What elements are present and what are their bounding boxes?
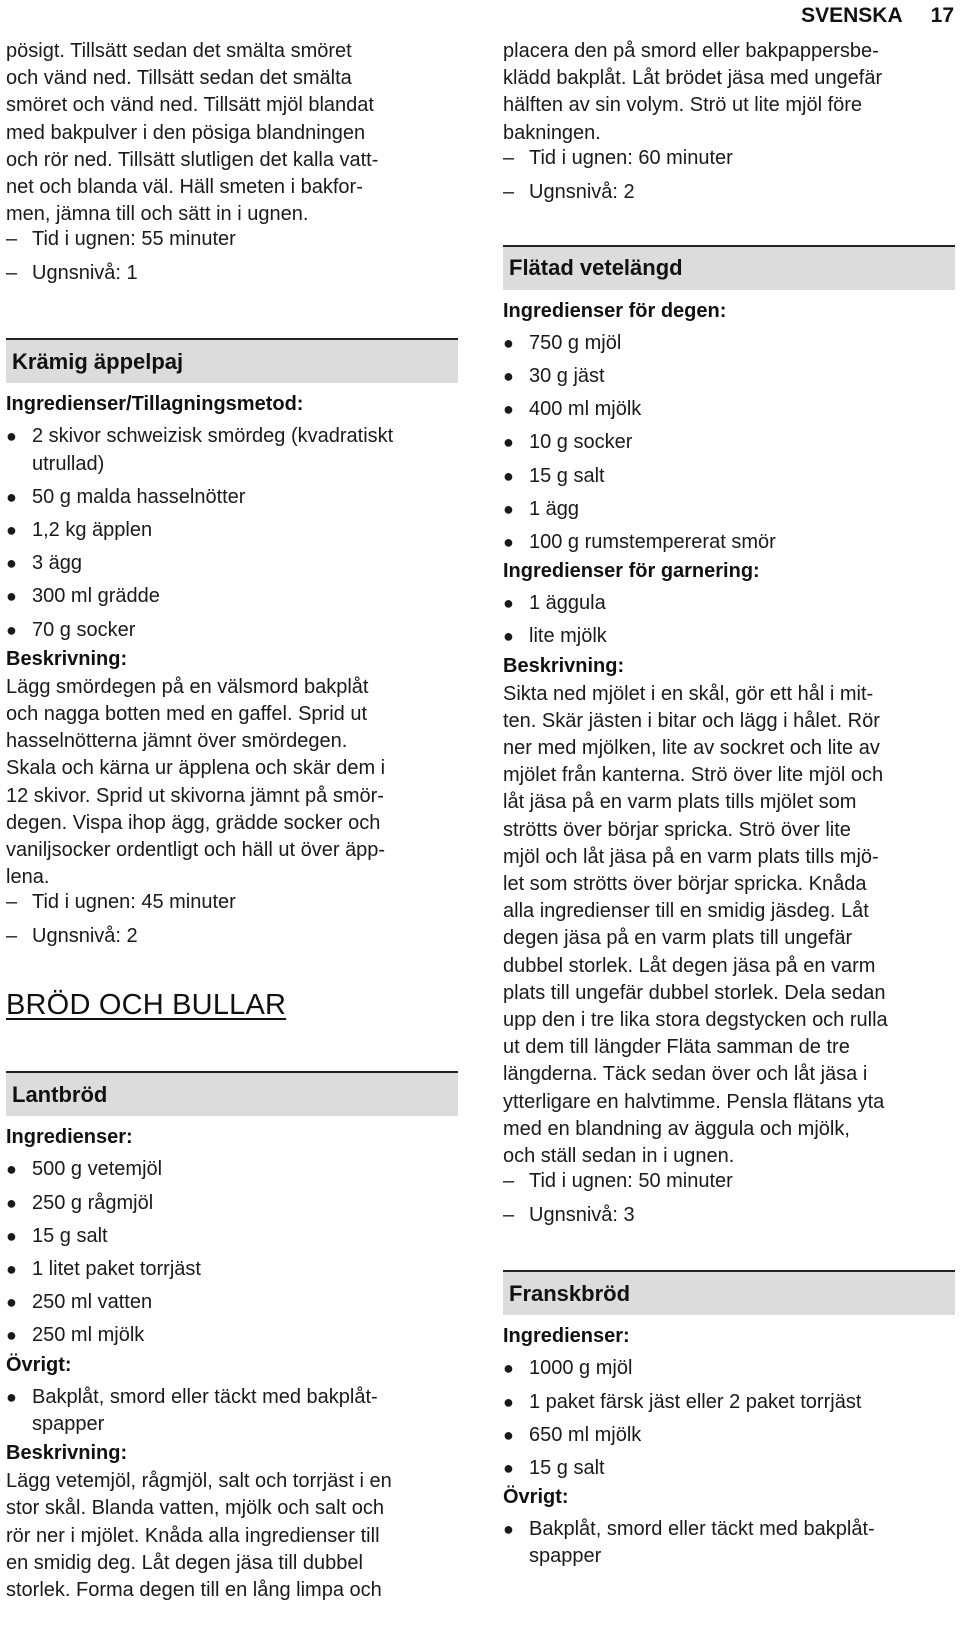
description-label: Beskrivning:: [6, 647, 128, 670]
list-item: ● 1 äggula: [503, 592, 606, 615]
list-item: ● 3 ägg: [6, 552, 83, 575]
oven-level: – Ugnsnivå: 2: [503, 180, 635, 203]
ingredient-list: [6, 1156, 458, 1349]
page-header: [801, 4, 954, 28]
description-label: Beskrivning:: [6, 1442, 128, 1465]
description-text: Lägg vetemjöl, rågmjöl, salt och torrjäst i en stor skål. Blanda vatten, mjölk och salt och rör ner i mjölet. Knåda alla ingredienser till en smidig deg. Låt degen jäsa till dubbel storlek. Forma degen till en lång limpa och: [6, 1470, 392, 1601]
list-item: ● 400 ml mjölk: [503, 398, 642, 421]
other-label: Övrigt:: [6, 1353, 72, 1376]
list-item: ● 1000 g mjöl: [503, 1357, 633, 1380]
section-title-vetelangd: Flätad vetelängd: [503, 245, 955, 290]
bake-time: – Tid i ugnen: 45 minuter: [6, 891, 236, 914]
list-item: ● 1 ägg: [503, 497, 580, 520]
page-number: 17: [930, 4, 954, 27]
list-item: ● 250 ml mjölk: [6, 1324, 145, 1347]
list-item: ● 500 g vetemjöl: [6, 1158, 163, 1181]
description-text: Sikta ned mjölet i en skål, gör ett hål i mit- ten. Skär jästen i bitar och lägg i hålet. Rör ner med mjölken, lite av sockret och lite av mjölet från kanterna. Strö över lite mjöl och låt jäsa på en varm plats tills mjölet som strötts över börjar spricka. Strö över lite mjöl och låt jäsa på en varm plats tills mjö- let som strötts över börjar spricka. Knåda alla ingredienser till en smidig jäsdeg. Låt degen jäsa på en varm plats till ungefär dubbel storlek. Låt degen jäsa på en varm plats till ungefär dubbel storlek. Dela sedan upp den i tre lika stora degstycken och rulla ut dem till längder Fläta samman de tre längderna. Täck sedan över och låt jäsa i ytterligare en halvtimme. Pensla flätans yta med en blandning av äggula och mjölk, och ställ sedan in i ugnen.: [503, 682, 888, 1168]
ingredient-list: [503, 330, 955, 556]
ingredients-label: Ingredienser/Tillagningsmetod:: [6, 393, 304, 416]
description-label: Beskrivning:: [503, 654, 625, 677]
intro-text: pösigt. Tillsätt sedan det smälta smöret och vänd ned. Tillsätt sedan det smälta smöret och vänd ned. Tillsätt mjöl blandat med bakpulver i den pösiga blandningen och rör ned. Tillsätt slutligen det kalla vatt- net och blanda väl. Häll smeten i bakfor- men, jämna till och sätt in i ugnen.: [6, 40, 379, 226]
list-item: ● lite mjölk: [503, 625, 607, 648]
list-item: ● 1 litet paket torrjäst: [6, 1258, 201, 1281]
list-item: ● 1 paket färsk jäst eller 2 paket torrjäst: [503, 1390, 862, 1413]
ingredient-list: [503, 1355, 955, 1482]
list-item: ● 300 ml grädde: [6, 585, 160, 608]
intro-level: – Ugnsnivå: 1: [6, 262, 138, 285]
list-item: ● 1,2 kg äpplen: [6, 519, 153, 542]
list-item: ● 650 ml mjölk: [503, 1423, 642, 1446]
right-column: [503, 38, 955, 1571]
left-column: [6, 38, 458, 1604]
ingredients-label: Ingredienser:: [503, 1325, 630, 1348]
list-item: ● 30 g jäst: [503, 365, 605, 388]
list-item: ● 2 skivor schweizisk smördeg (kvadratiskt utrullad): [6, 425, 394, 475]
list-item: ● 15 g salt: [6, 1224, 108, 1247]
bake-time: – Tid i ugnen: 60 minuter: [503, 146, 733, 169]
garnish-label: Ingredienser för garnering:: [503, 560, 760, 583]
list-item: ● 15 g salt: [503, 1456, 605, 1479]
ingredient-list: [6, 423, 458, 643]
list-item: ● Bakplåt, smord eller täckt med bakplåt- spapper: [503, 1518, 875, 1568]
list-item: ● Bakplåt, smord eller täckt med bakplåt- spapper: [6, 1385, 378, 1435]
list-item: ● 250 ml vatten: [6, 1291, 153, 1314]
other-label: Övrigt:: [503, 1486, 569, 1509]
section-title-lantbrod: Lantbröd: [6, 1071, 458, 1116]
ingredients-label: Ingredienser:: [6, 1126, 133, 1149]
list-item: ● 70 g socker: [6, 618, 136, 641]
list-item: ● 100 g rumstempererat smör: [503, 531, 776, 554]
ingredients-label: Ingredienser för degen:: [503, 299, 727, 322]
list-item: ● 10 g socker: [503, 431, 633, 454]
list-item: ● 250 g rågmjöl: [6, 1191, 154, 1214]
oven-level: – Ugnsnivå: 3: [503, 1204, 635, 1227]
description-text: Lägg smördegen på en välsmord bakplåt och nagga botten med en gaffel. Sprid ut hasselnötterna jämnt över smördegen. Skala och kärna ur äpplena och skär dem i 12 skivor. Sprid ut skivorna jämnt på smör- degen. Vispa ihop ägg, grädde socker och vaniljsocker ordentligt och häll ut över äpp- lena.: [6, 675, 386, 889]
continued-text: placera den på smord eller bakpappersbe- klädd bakplåt. Låt brödet jäsa med ungefär hälften av sin volym. Strö ut lite mjöl före bakningen.: [503, 40, 883, 144]
intro-time: – Tid i ugnen: 55 minuter: [6, 228, 236, 251]
other-list: [503, 1516, 955, 1570]
section-title-apple-pie: Krämig äppelpaj: [6, 338, 458, 383]
list-item: ● 15 g salt: [503, 464, 605, 487]
bake-time: – Tid i ugnen: 50 minuter: [503, 1170, 733, 1193]
list-item: ● 750 g mjöl: [503, 331, 622, 354]
oven-level: – Ugnsnivå: 2: [6, 925, 138, 948]
language-label: SVENSKA: [801, 4, 903, 27]
other-list: [6, 1384, 458, 1438]
chapter-title: BRÖD OCH BULLAR: [6, 989, 287, 1022]
list-item: ● 50 g malda hasselnötter: [6, 485, 246, 508]
garnish-list: [503, 590, 955, 650]
section-title-franskbrod: Franskbröd: [503, 1270, 955, 1315]
